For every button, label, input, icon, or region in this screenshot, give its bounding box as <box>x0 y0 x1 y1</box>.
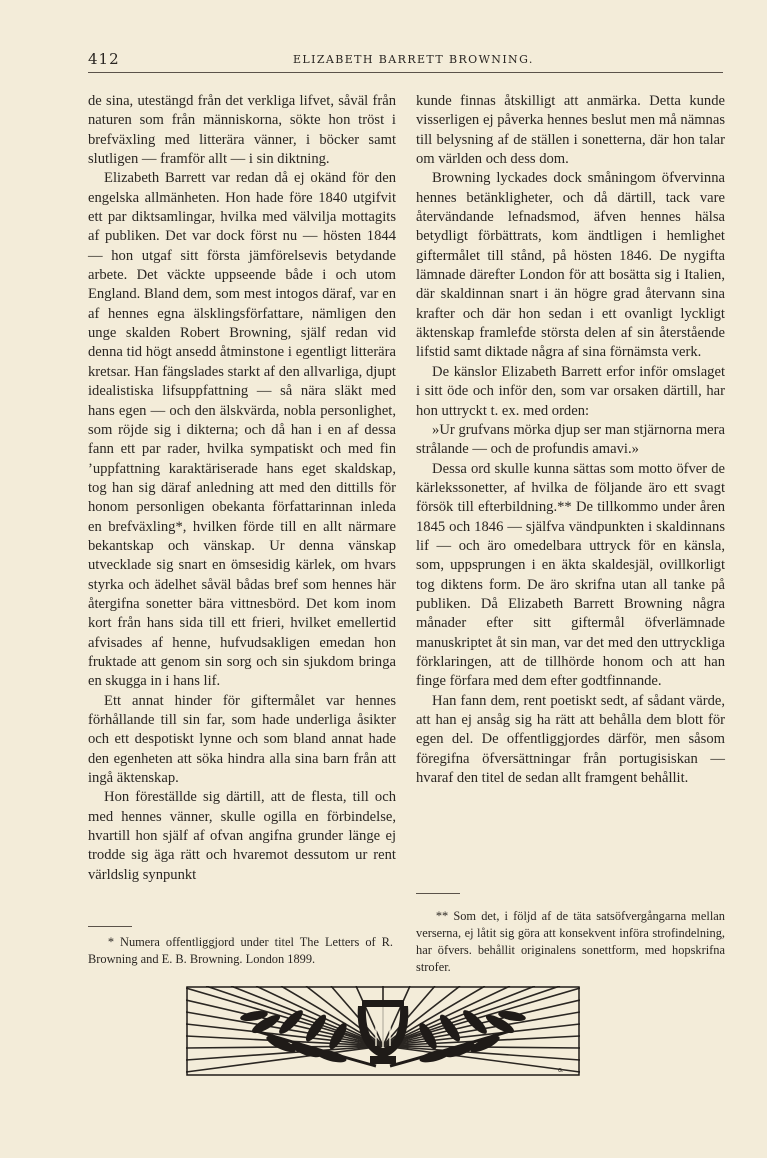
footnote-letters <box>88 934 393 968</box>
right-column <box>416 92 725 788</box>
paragraph: Ett annat hinder för giftermålet var hennes förhållande till sin far, som hade underliga åsikter och ett despotiskt lynne och som bland annat hade den egenheten att söka hindra alla sina barn från att ingå äktenskap. <box>88 692 396 787</box>
left-column <box>88 92 396 885</box>
footnote-rule <box>416 893 460 894</box>
page-header <box>88 50 721 70</box>
running-title: ELIZABETH BARRETT BROWNING. <box>293 53 534 66</box>
paragraph: Browning lyckades dock småningom öfvervinna hennes betänkligheter, och då därtill, tack vare återvändande lefnadsmod, äfven hennes hälsa betydligt förbättrats, kom ändtligen i hemlighet giftermålet till stånd, på hösten 1846. De nygifta lämnade därefter London för att bosätta sig i Italien, där skaldinnan snart i än högre grad återvann sina krafter och där hon sedan i ett ovanligt lyckligt äktenskap framlefde största delen af sin återstående lifstid samt diktade några af sina förnämsta verk. <box>416 170 725 361</box>
svg-text:G.: G. <box>558 1068 564 1074</box>
paragraph: Elizabeth Barrett var redan då ej okänd för den engelska allmänheten. Hon hade före 1840 utgifvit ett par diktsamlingar, hvilka med välvilja mottagits af publiken. Det var dock först nu — hösten 1844 — hon utgaf sitt första jämförelsevis betydande arbete. Det väckte uppseende både i och utom England. Bland dem, som mest intogos däraf, var en af hennes egna älsklingsförfattare, nämligen den unge skalden Robert Browning, själf redan vid denna tid högt ansedd åtminstone i egentligt litterära kretsar. Han fängslades starkt af den allvarliga, djupt idealistiska lifsuppfattning — så nära släkt med hans egen — och den älskvärda, nobla personlighet, som röjde sig i dikterna; och då han i en af dessa fann ett par rader, hvilka sympatiskt och med fin ’uppfattning karaktäriserade hans eget skaldskap, tog han sig däraf anledning att med den dittills för honom personligen obekanta författarinnan inleda en brefväxling*, hvilken förde till en allt närmare bekantskap och vänskap. Ur denna vänskap utvecklade sig snart en ömsesidig kärlek, om hvars styrka och ädelhet såväl bådas bref som hennes här återgifna sonetter bära vittnesbörd. Det kom inom kort från hans sida till ett frieri, hvilket emellertid afvisades af henne, hufvudsakligen emedan hon fruktade att genom sin sorg och sin sjukdom bringa en skugga in i hans lif. <box>88 170 396 690</box>
paragraph: Dessa ord skulle kunna sättas som motto öfver de kärlekssonetter, af hvilka de följande äro ett svagt försök till efterbildning.** De tillkommo under åren 1845 och 1846 — själfva vändpunkten i skaldinnans lif — och äro omedelbara uttryck för en känsla, som, uppsprungen i en äkta skaldesjäl, ovillkorligt tog diktens form. De äro skrifna utan all tanke på publiken. Då Elizabeth Barrett Browning några månader efter sitt giftermål öfverlämnade manuskriptet åt sin man, var det med den uttryckliga förklaringen, att de tillhörde honom och att han finge förfara med dem efter godtfinnande. <box>416 460 725 690</box>
header-rule <box>88 72 723 73</box>
paragraph: Hon föreställde sig därtill, att de flesta, till och med hennes vänner, skulle ogilla en förbindelse, hvartill hon själf af ofvan angifna grunder länge ej trodde sig äga rätt och hvaremot dessutom ur rent världslig synpunkt <box>88 789 396 883</box>
footnote-text: * Numera offentliggjord under titel The Letters of R. Browning and E. B. Browning. London 1899. <box>88 935 393 966</box>
lyre-ornament <box>186 986 580 1076</box>
footnote-rule <box>88 926 132 927</box>
paragraph: kunde finnas åtskilligt att anmärka. Detta kunde visserligen ej påverka hennes beslut men må nämnas till belysning af de ställen i sonetterna, där hon talar om världen och dess dom. <box>416 93 725 168</box>
lyre-laurel-icon <box>186 986 580 1076</box>
paragraph: De känslor Elizabeth Barrett erfor inför omslaget i sitt öde och inför den, som var orsaken därtill, har hon uttryckt t. ex. med orden: <box>416 363 725 419</box>
paragraph: de sina, utestängd från det verkliga lifvet, såväl från naturen som från människorna, sökte hon tröst i brefväxling med litterära vänner, i böcker samt slutligen — framför allt — i sin diktning. <box>88 93 396 168</box>
footnote-text: ** Som det, i följd af de täta satsöfvergångarna mellan verserna, ej låtit sig göra att konsekvent införa strofindelning, har öfvers. behållit originalens sonettform, med hopskrifna strofer. <box>416 909 725 974</box>
footnote-translation <box>416 908 725 976</box>
quotation: »Ur grufvans mörka djup ser man stjärnorna mera strålande — och de profundis amavi.» <box>416 421 725 458</box>
paragraph: Han fann dem, rent poetiskt sedt, af sådant värde, att han ej ansåg sig ha rätt att behålla dem blott för egen del. De offentliggjordes därför, men såsom föregifna öfversättningar från portugisiskan — hvaraf den titel de sedan allt framgent behållit. <box>416 692 725 787</box>
page-number: 412 <box>88 50 120 68</box>
